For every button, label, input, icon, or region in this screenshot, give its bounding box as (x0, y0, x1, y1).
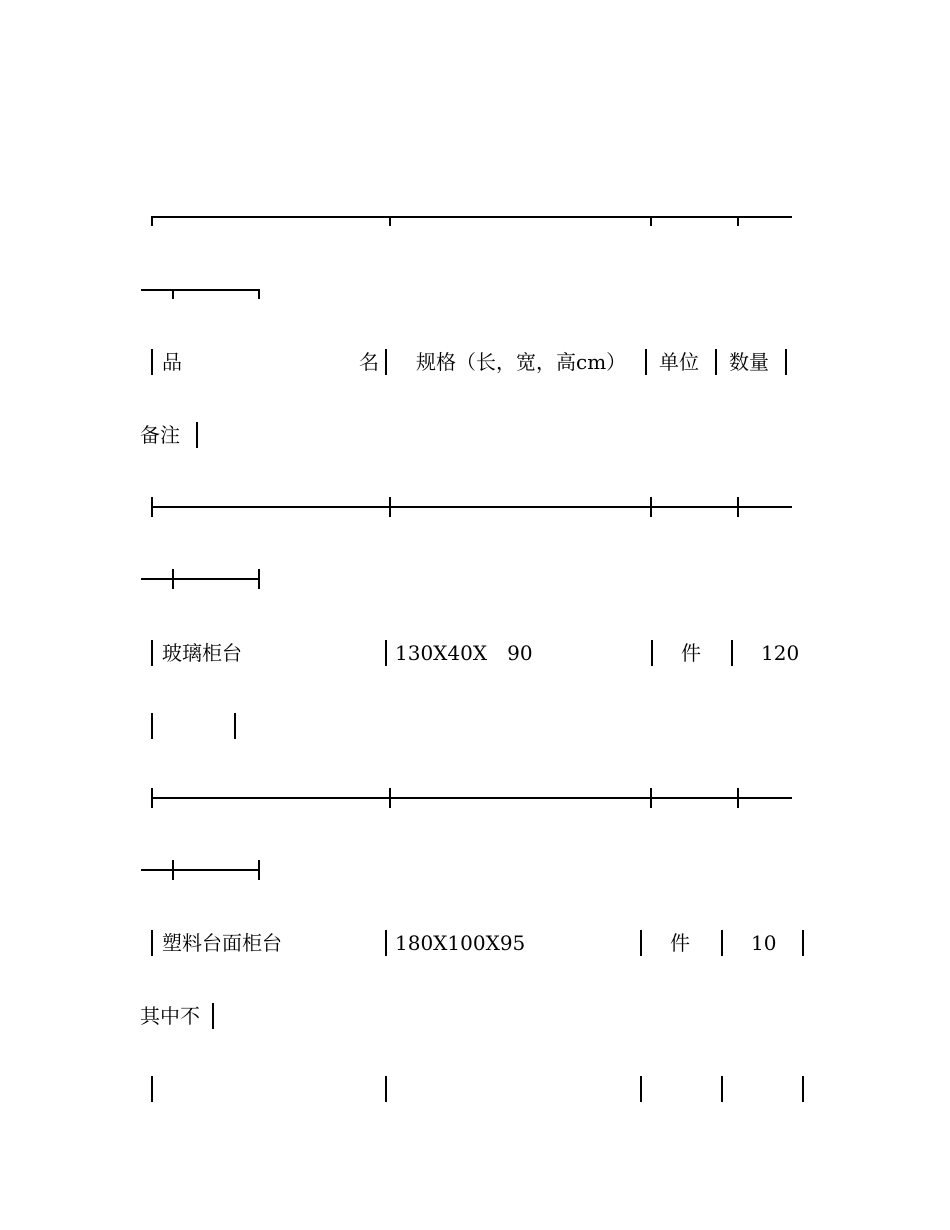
row2-bar-unit (721, 930, 723, 956)
row2-bar-name (385, 930, 387, 956)
row2-qty: 10 (751, 931, 777, 955)
header-bar-unit (715, 349, 717, 375)
row1-wrap-bar-qty (151, 713, 153, 739)
row1-bar-name (385, 640, 387, 666)
cont-bar-left (151, 1076, 153, 1102)
row2-unit: 件 (670, 931, 690, 955)
header-bar-spec (645, 349, 647, 375)
sep2-tick-left (151, 788, 153, 808)
cont-bar-spec (640, 1076, 642, 1102)
top-tick-spec (389, 216, 391, 226)
row1-wrap-bar-note (234, 713, 236, 739)
row2-name: 塑料台面柜台 (162, 931, 282, 955)
header-bar-note (196, 422, 198, 448)
row2-note: 其中不 (140, 1004, 200, 1028)
header-name-left: 品 (162, 350, 182, 374)
row1-bar-unit (731, 640, 733, 666)
header-bar-qty (785, 349, 787, 375)
header-unit: 单位 (659, 350, 699, 374)
header-bar-left (151, 349, 153, 375)
sep1-wrap-tick-right (258, 569, 260, 589)
header-qty: 数量 (729, 350, 769, 374)
cont-bar-name (385, 1076, 387, 1102)
sep2-wrap-tick-right (258, 860, 260, 880)
sep1-tick-unit (650, 497, 652, 517)
sep2-tick-unit (650, 788, 652, 808)
sep1-tick-spec (389, 497, 391, 517)
header-spec: 规格（长，宽，高cm） (416, 350, 627, 374)
top-corner-left (151, 216, 153, 226)
sep1-wrap-rule (141, 578, 260, 580)
sep2-wrap-rule (141, 869, 260, 871)
row2-wrap-bar-note (212, 1003, 214, 1029)
row2-bar-left (151, 930, 153, 956)
sep2-wrap-tick-note (172, 860, 174, 880)
header-note: 备注 (140, 423, 180, 447)
header-name-right: 名 (359, 350, 379, 374)
row2-spec: 180X100X95 (395, 931, 526, 955)
row1-unit: 件 (681, 641, 701, 665)
sep1-tick-left (151, 497, 153, 517)
top-wrap-corner-right (258, 289, 260, 299)
row1-bar-left (151, 640, 153, 666)
top-border-rule (151, 216, 792, 218)
header-bar-name (385, 349, 387, 375)
sep2-tick-spec (389, 788, 391, 808)
row2-bar-qty (802, 930, 804, 956)
cont-bar-qty (802, 1076, 804, 1102)
sep2-rule (151, 797, 792, 799)
top-tick-qty (737, 216, 739, 226)
sep1-wrap-tick-note (172, 569, 174, 589)
sep2-tick-qty (737, 788, 739, 808)
row1-spec: 130X40X 90 (395, 641, 533, 665)
row1-name: 玻璃柜台 (162, 641, 242, 665)
sep1-tick-qty (737, 497, 739, 517)
row1-bar-spec (651, 640, 653, 666)
row2-bar-spec (640, 930, 642, 956)
top-wrap-tick-note (172, 289, 174, 299)
cont-bar-unit (721, 1076, 723, 1102)
top-wrap-rule (141, 289, 260, 291)
top-tick-unit (650, 216, 652, 226)
row1-qty: 120 (761, 641, 800, 665)
sep1-rule (151, 506, 792, 508)
